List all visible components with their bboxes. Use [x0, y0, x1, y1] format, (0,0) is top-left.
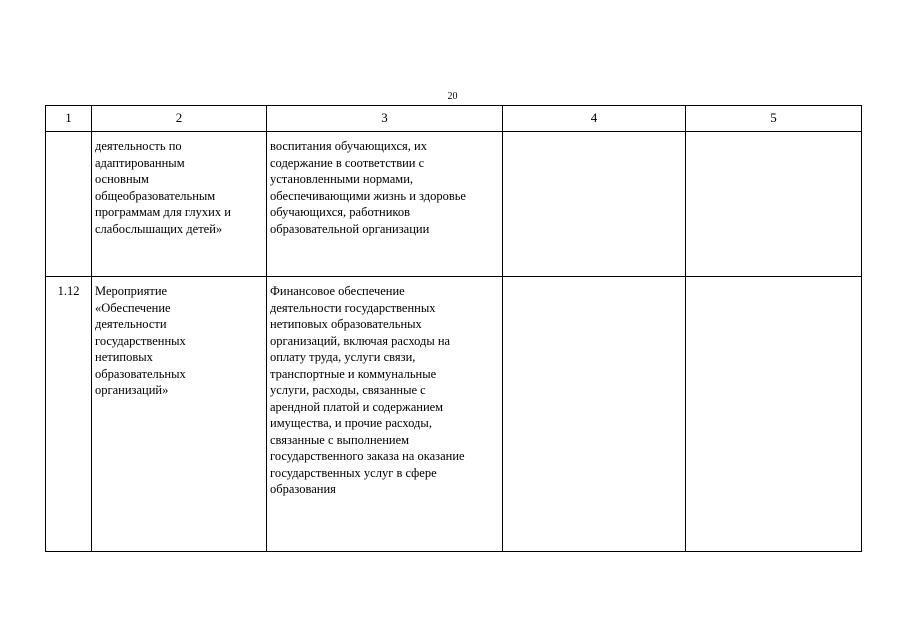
measure-name-cell	[92, 132, 267, 277]
text-line: деятельности	[95, 317, 167, 331]
text-line: общеобразовательным	[95, 188, 216, 203]
text-line: организаций, включая расходы на	[270, 333, 451, 348]
text-line: обучающихся, работников	[270, 205, 410, 219]
column-4-cell	[503, 132, 686, 277]
text-line: адаптированным	[95, 155, 185, 170]
column-4-cell	[503, 277, 686, 552]
text-line: оплату труда, услуги связи,	[270, 350, 416, 364]
table-row	[46, 132, 862, 277]
page-number: 20	[447, 91, 458, 102]
text-line: образовательной организации	[270, 221, 430, 236]
text-line: государственных	[95, 333, 186, 348]
text-line: обеспечивающими жизнь и здоровье	[270, 188, 466, 203]
column-5-cell	[686, 277, 862, 552]
text-line: слабослышащих детей»	[95, 221, 223, 236]
text-line: деятельности государственных	[270, 300, 436, 315]
column-header-3: 3	[267, 106, 503, 132]
text-line: арендной платой и содержанием	[270, 399, 444, 414]
description-cell	[267, 132, 503, 277]
column-5-cell	[686, 132, 862, 277]
text-line: имущества, и прочие расходы,	[270, 416, 432, 430]
row-number-cell: 1.12	[46, 277, 92, 552]
text-line: организаций»	[95, 383, 169, 397]
table-header-row	[46, 106, 862, 132]
text-line: программам для глухих и	[95, 205, 231, 219]
text-line: государственного заказа на оказание	[270, 449, 465, 463]
description-cell	[267, 277, 503, 552]
data-table	[45, 105, 862, 552]
column-header-5: 5	[686, 106, 862, 132]
text-line: основным	[95, 172, 149, 186]
column-header-2: 2	[92, 106, 267, 132]
text-line: деятельность по	[95, 139, 182, 153]
table-row	[46, 277, 862, 552]
text-line: образования	[270, 482, 336, 496]
text-line: воспитания обучающихся, их	[270, 139, 427, 153]
text-line: Финансовое обеспечение	[270, 284, 405, 298]
column-header-1: 1	[46, 106, 92, 132]
text-line: Мероприятие	[95, 284, 168, 298]
row-number-cell	[46, 132, 92, 277]
text-line: образовательных	[95, 366, 186, 381]
text-line: услуги, расходы, связанные с	[270, 383, 426, 397]
text-line: связанные с выполнением	[270, 432, 410, 447]
column-header-4: 4	[503, 106, 686, 132]
text-line: содержание в соответствии с	[270, 155, 425, 170]
text-line: установленными нормами,	[270, 172, 414, 186]
text-line: нетиповых	[95, 350, 153, 364]
measure-name-cell	[92, 277, 267, 552]
text-line: нетиповых образовательных	[270, 317, 422, 331]
text-line: государственных услуг в сфере	[270, 465, 437, 480]
text-line: транспортные и коммунальные	[270, 366, 437, 381]
text-line: «Обеспечение	[95, 300, 171, 315]
